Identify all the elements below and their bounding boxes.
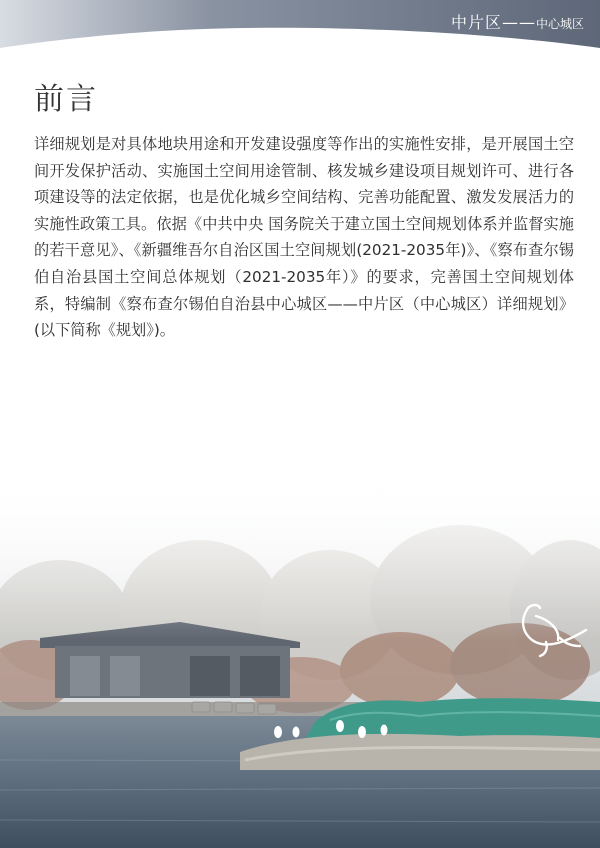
page-title: 前言: [34, 82, 98, 117]
lakeside-scene: [0, 470, 600, 848]
body-paragraph: 详细规划是对具体地块用途和开发建设强度等作出的实施性安排，是开展国土空间开发保护活动、实施国土空间用途管制、核发城乡建设项目规划许可、进行各项建设等的法定依据，也是优化城乡空间结构、完善功能配置、激发发展活力的实施性政策工具。依据《中共中央 国务院关于建立国土空间规划体系并监督实施的若干意见》、《新疆维吾尔自治区国土空间规划(2021-2035年)》、《察布查尔锡伯自治县国土空间总体规划（2021-2035年）》的要求，完善国土空间规划体系，特编制《察布查尔锡伯自治县中心城区——中片区（中心城区）详细规划》(以下简称《规划》)。: [34, 135, 574, 340]
section-label-dash: ——: [501, 13, 536, 32]
lakeside-photo: [0, 470, 600, 848]
section-label-main: 中片区: [450, 13, 502, 32]
section-label-sub: 中心城区: [535, 17, 584, 31]
section-label: [451, 10, 584, 33]
header-band: [0, 0, 600, 62]
